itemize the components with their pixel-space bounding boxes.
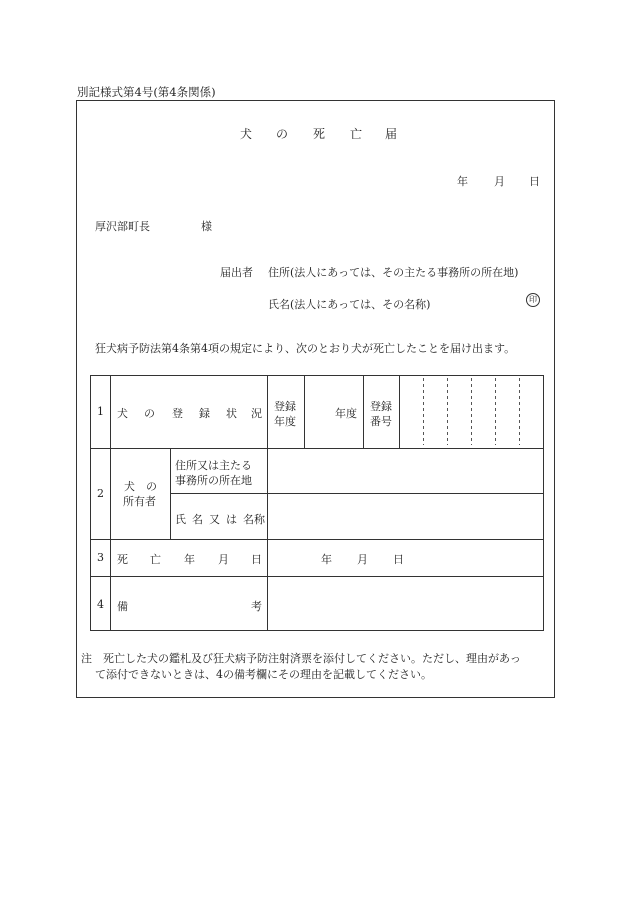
owner-address-label-2: 事務所の所在地 [175,474,252,487]
notifier-label: 届出者 [220,266,253,279]
label-char: 月 [218,553,229,566]
title-char: の [276,127,289,141]
note-line-2: て添付できないときは、4の備考欄にその理由を記載してください。 [95,668,432,681]
death-year: 年 [321,553,332,566]
title-char: 犬 [240,127,253,141]
remarks-label-char: 考 [251,600,262,613]
title-char: 亡 [350,127,363,141]
label-char: 亡 [150,553,161,566]
label-char: 氏 [175,513,186,526]
nendo-label: 年度 [335,407,357,420]
label-char: 状 [226,407,237,420]
addressee-suffix: 様 [201,220,212,233]
notifier-name-label: 氏名(法人にあっては、その名称) [268,298,431,311]
label-char: 況 [251,407,262,420]
label-char: 称 [254,513,265,526]
owner-address-label-1: 住所又は主たる [175,459,252,472]
label-char: 名 [192,513,203,526]
label-char: 日 [251,553,262,566]
label-char: 又 [209,513,220,526]
owner-label-1: 犬 の [124,480,157,493]
note-line-1: 注 死亡した犬の鑑札及び狂犬病予防注射済票を添付してください。ただし、理由があっ [81,652,521,665]
label-char: 録 [199,407,210,420]
label-char: は [226,513,237,526]
date-day: 日 [529,175,540,188]
title-char: 届 [385,127,398,141]
remarks-label-char: 備 [117,600,128,613]
death-day: 日 [393,553,404,566]
row-number: 1 [97,405,104,418]
date-year: 年 [457,175,468,188]
reg-year-label-2: 年度 [274,415,296,428]
label-char: 犬 [117,407,128,420]
notifier-address-label: 住所(法人にあっては、その主たる事務所の所在地) [268,266,519,279]
row-number: 4 [97,598,104,611]
label-char: 登 [172,407,183,420]
label-char: 死 [117,553,128,566]
owner-label-2: 所有者 [123,495,156,508]
title-char: 死 [313,127,326,141]
addressee-name: 厚沢部町長 [95,220,150,233]
reg-number-label-2: 番号 [370,415,392,428]
statement-text: 狂犬病予防法第4条第4項の規定により、次のとおり犬が死亡したことを届け出ます。 [95,342,516,355]
reg-number-label-1: 登録 [370,400,392,413]
date-month: 月 [494,175,505,188]
label-char: 名 [243,513,254,526]
label-char: の [144,407,155,420]
row-number: 3 [97,551,104,564]
seal-mark: 印 [526,293,540,307]
label-char: 年 [184,553,195,566]
form-label: 別記様式第4号(第4条関係) [77,85,216,99]
reg-year-label-1: 登録 [274,400,296,413]
row-number: 2 [97,487,104,500]
death-month: 月 [357,553,368,566]
